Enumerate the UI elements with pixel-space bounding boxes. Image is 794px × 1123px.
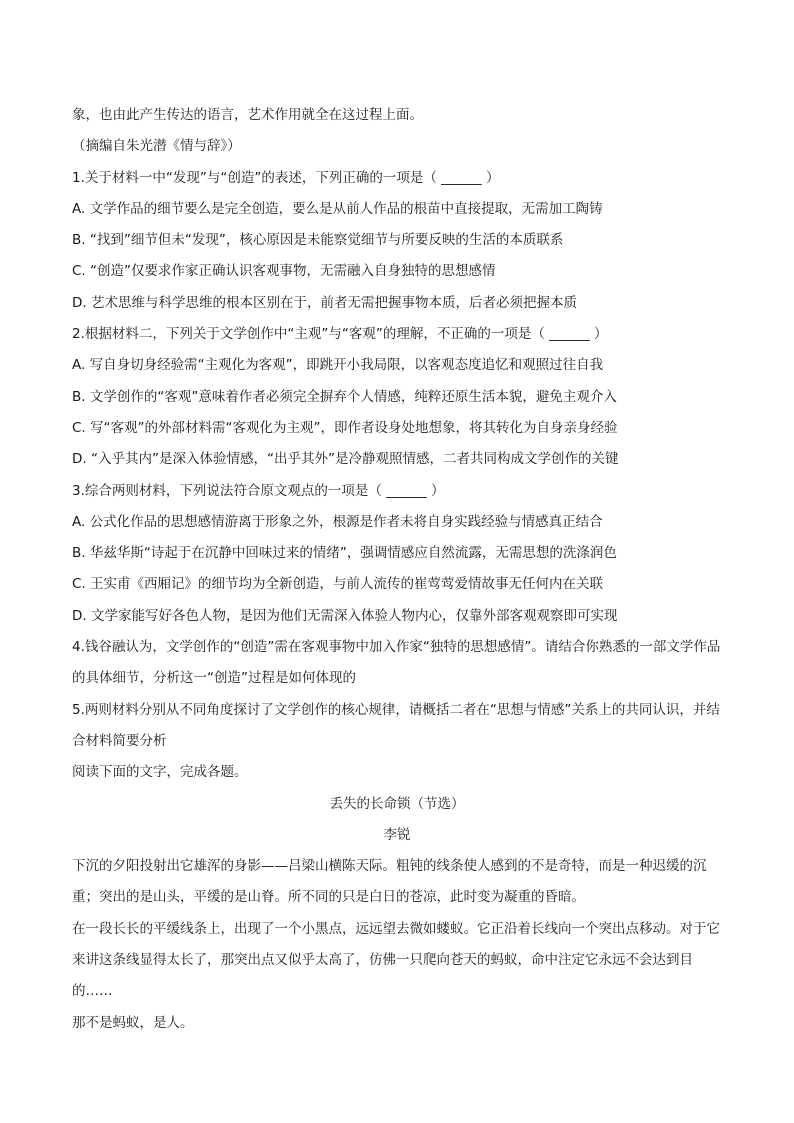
question-3-stem: 3.综合两则材料，下列说法符合原文观点的一项是（ ______ ） [72, 482, 445, 499]
passage-author: 李锐 [383, 826, 411, 843]
passage-paragraph: 在一段长长的平缓线条上，出现了一个小黑点，远远望去微如蝼蚁。它正沿着长线向一个突出点移动。对于它来讲这条线显得太长了，那突出点又似乎太高了，仿佛一只爬向苍天的蚂蚁，命中注定它永远不会达到目的…… [72, 920, 720, 1000]
question-2-option-d: D. “入乎其内”是深入体验情感，“出乎其外”是冷静观照情感，二者共同构成文学创作的关键 [72, 451, 619, 468]
question-2-option-b: B. 文学创作的“客观”意味着作者必须完全摒弃个人情感，纯粹还原生活本貌，避免主观介入 [72, 388, 617, 405]
passage-paragraph: 下沉的夕阳投射出它雄浑的身影——吕梁山横陈天际。粗钝的线条使人感到的不是奇特，而是一种迟缓的沉重；突出的是山头，平缓的是山脊。所不同的只是白日的苍凉，此时变为凝重的昏暗。 [72, 858, 707, 906]
source-note: （摘编自朱光潜《情与辞》） [72, 138, 241, 155]
question-1-option-a: A. 文学作品的细节要么是完全创造，要么是从前人作品的根苗中直接提取，无需加工陶铸 [72, 200, 603, 217]
question-2-option-a: A. 写自身切身经验需“主观化为客观”，即跳开小我局限，以客观态度追忆和观照过往自我 [72, 357, 604, 374]
question-3-option-d: D. 文学家能写好各色人物，是因为他们无需深入体验人物内心，仅靠外部客观观察即可实现 [72, 607, 618, 624]
question-2-option-c: C. 写“客观”的外部材料需“客观化为主观”，即作者设身处地想象，将其转化为自身亲身经验 [72, 419, 618, 436]
question-1-stem: 1.关于材料一中“发现”与“创造”的表述，下列正确的一项是（ ______ ） [72, 169, 500, 186]
passage-paragraph: 那不是蚂蚁，是人。 [72, 1014, 194, 1031]
question-3-option-c: C. 王实甫《西厢记》的细节均为全新创造，与前人流传的崔莺莺爱情故事无任何内在关联 [72, 576, 604, 593]
question-1-option-d: D. 艺术思维与科学思维的根本区别在于，前者无需把握事物本质，后者必须把握本质 [72, 294, 577, 311]
question-3-option-b: B. 华兹华斯“诗起于在沉静中回味过来的情绪”，强调情感应自然流露，无需思想的洗涤润色 [72, 545, 617, 562]
question-1-option-c: C. “创造”仅要求作家正确认识客观事物，无需融入自身独特的思想感情 [72, 263, 496, 280]
reading-intro: 阅读下面的文字，完成各题。 [72, 764, 248, 781]
passage-title: 丢失的长命锁（节选） [329, 795, 465, 812]
question-1-option-b: B. “找到”细节但未“发现”，核心原因是未能察觉细节与所要反映的生活的本质联系 [72, 232, 564, 249]
continuation-line: 象，也由此产生传达的语言，艺术作用就全在这过程上面。 [72, 107, 423, 123]
question-5: 5.两则材料分别从不同角度探讨了文学创作的核心规律，请概括二者在“思想与情感”关系上的共同认识，并结合材料简要分析 [72, 701, 720, 749]
question-3-option-a: A. 公式化作品的思想感情游离于形象之外，根源是作者未将自身实践经验与情感真正结合 [72, 513, 603, 530]
document-body [72, 100, 722, 1039]
question-4: 4.钱谷融认为，文学创作的“创造”需在客观事物中加入作家“独特的思想感情”。请结合你熟悉的一部文学作品的具体细节，分析这一“创造”过程是如何体现的 [72, 639, 721, 687]
question-2-stem: 2.根据材料二，下列关于文学创作中“主观”与“客观”的理解，不正确的一项是（ ______ ） [72, 326, 608, 343]
